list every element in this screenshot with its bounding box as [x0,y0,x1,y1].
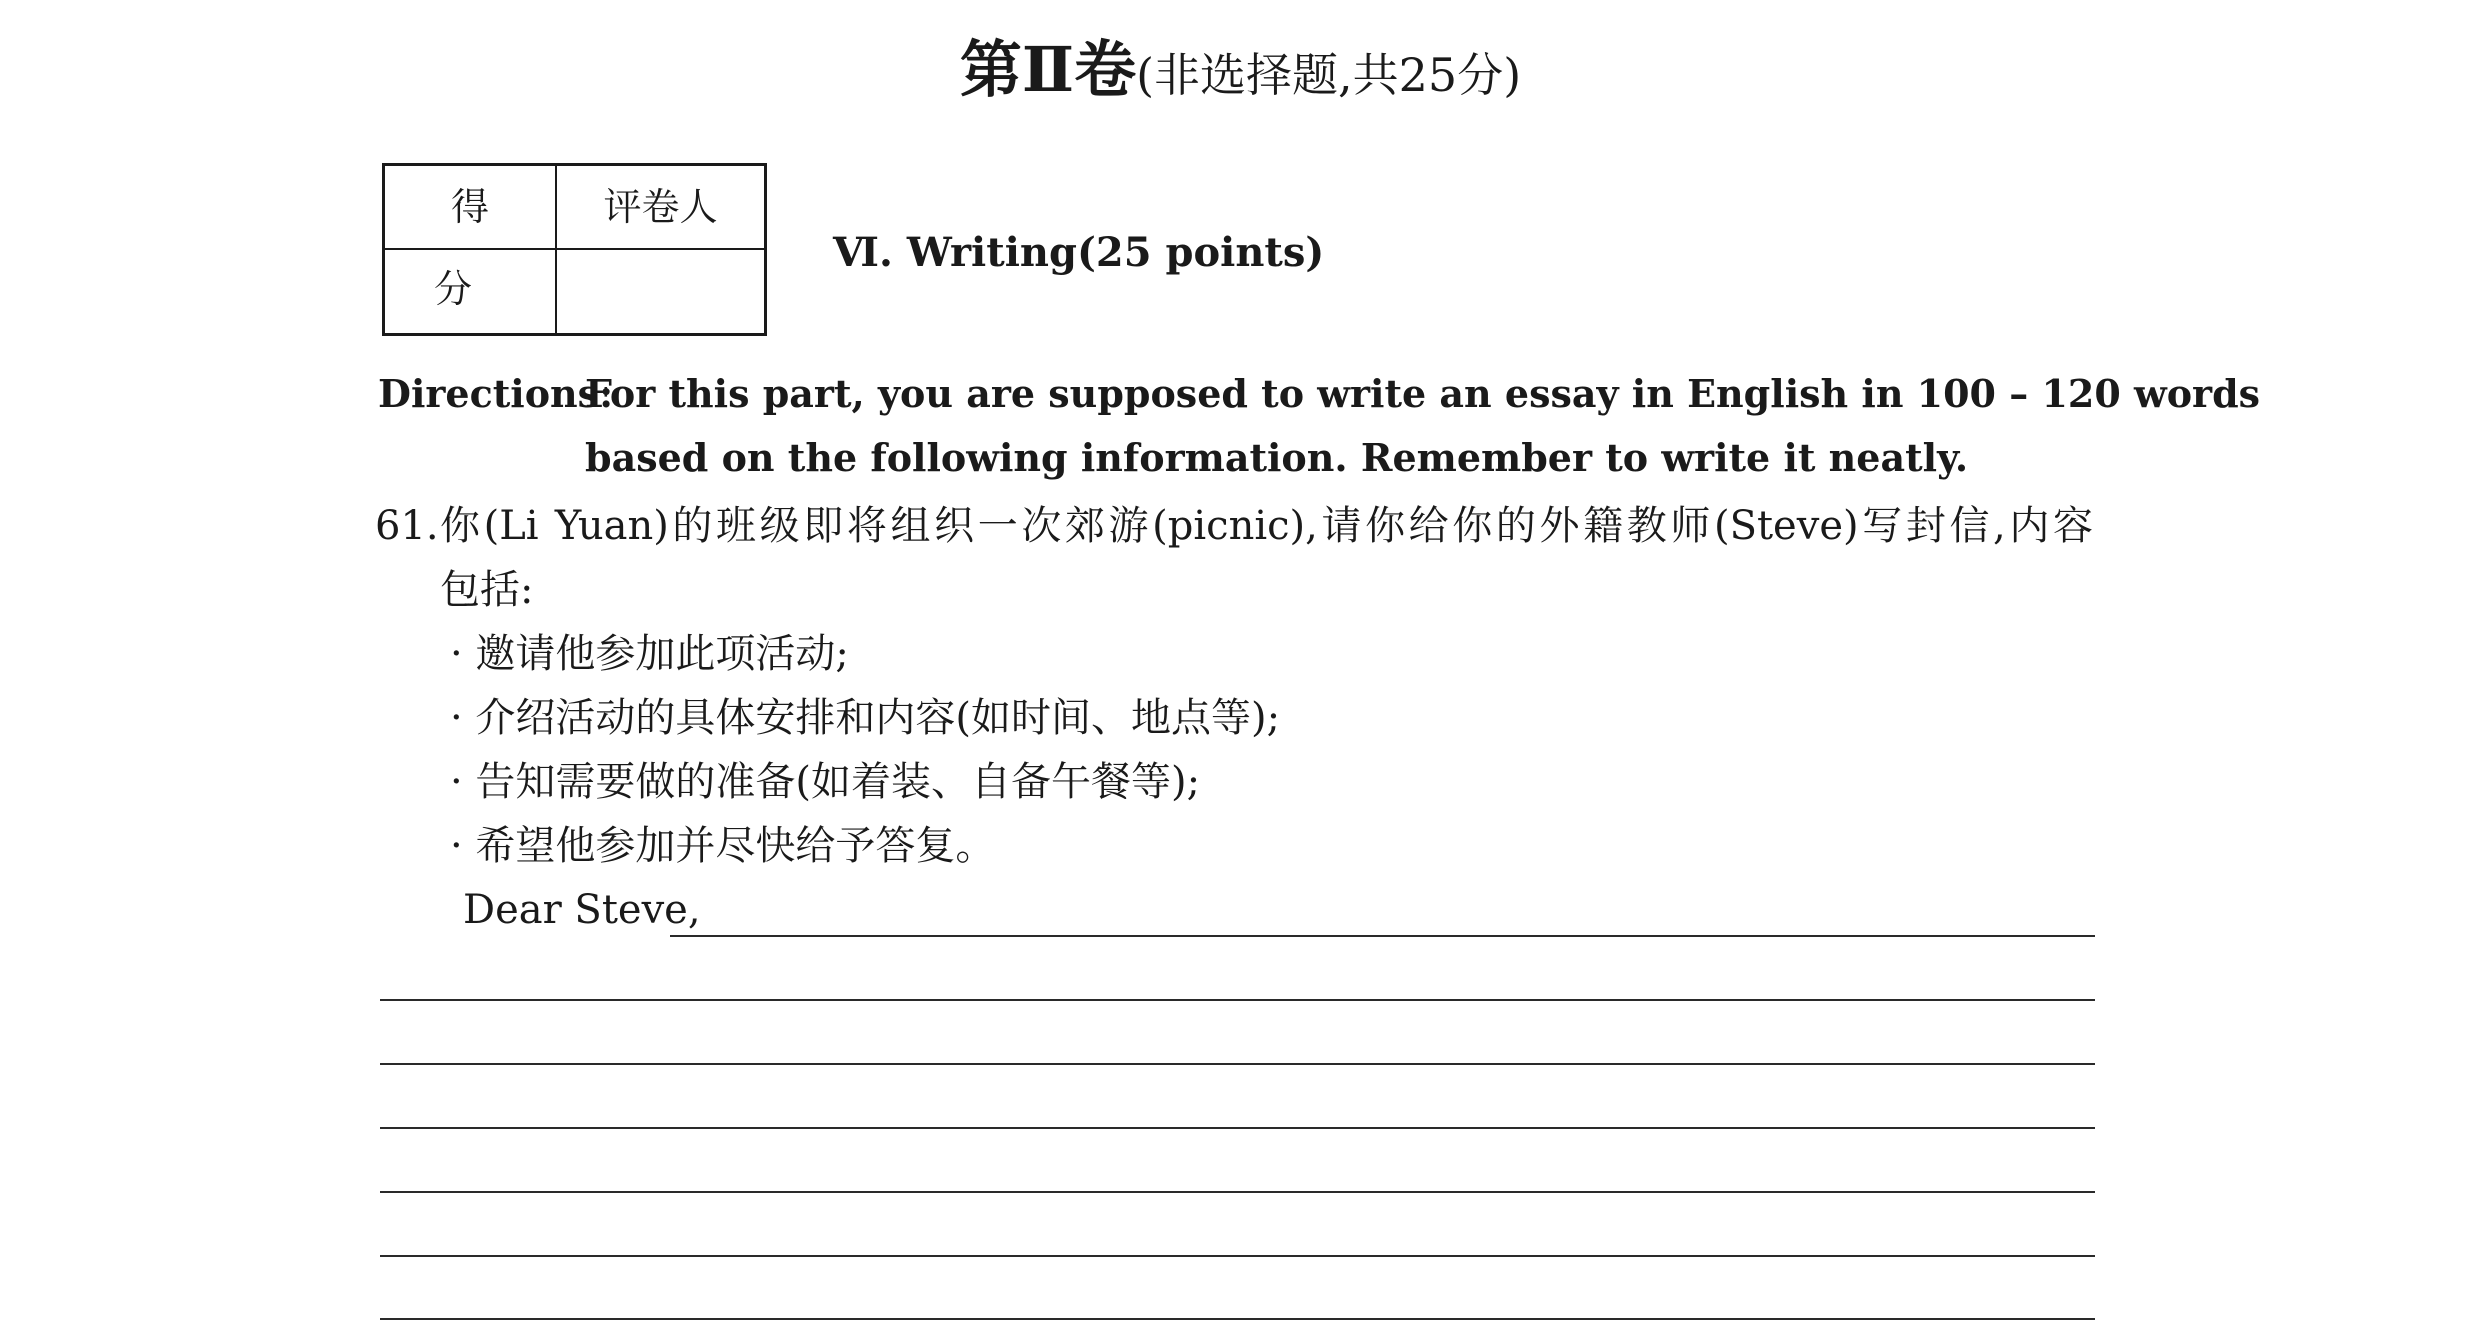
requirement-item: · 告知需要做的准备(如着装、自备午餐等); [450,759,1201,805]
section-heading: Ⅵ. Writing(25 points) [833,229,1325,276]
answer-line[interactable] [380,1063,2095,1065]
requirement-item: · 希望他参加并尽快给予答复。 [450,823,996,869]
paper-title-sub: (非选择题,共25分) [1136,48,1522,102]
directions-text-line-1: For this part, you are supposed to write an essay in English in 100 – 120 words [585,371,2261,416]
answer-line[interactable] [380,1318,2095,1320]
requirement-item: · 介绍活动的具体安排和内容(如时间、地点等); [450,695,1281,741]
paper-title-main: 第Ⅱ卷 [959,33,1137,106]
answer-line[interactable] [380,999,2095,1001]
score-table [382,163,767,336]
letter-greeting: Dear Steve, [463,887,701,933]
answer-line[interactable] [380,1127,2095,1129]
question-prompt-line-2: 包括: [440,567,534,613]
answer-line[interactable] [670,935,2095,937]
score-header-score: 得分 [433,185,523,311]
answer-line[interactable] [380,1191,2095,1193]
question-prompt-line-1: 你(Li Yuan)的班级即将组织一次郊游(picnic),请你给你的外籍教师(Steve)写封信,内容 [440,503,2093,549]
answer-line[interactable] [380,1255,2095,1257]
score-header-grader: 评卷人 [603,185,718,229]
directions-text-line-2: based on the following information. Remember to write it neatly. [585,435,1969,480]
directions-label: Directions: [378,371,614,416]
paper-title [0,20,2481,136]
requirement-item: · 邀请他参加此项活动; [450,631,849,677]
question-number: 61. [375,503,439,549]
